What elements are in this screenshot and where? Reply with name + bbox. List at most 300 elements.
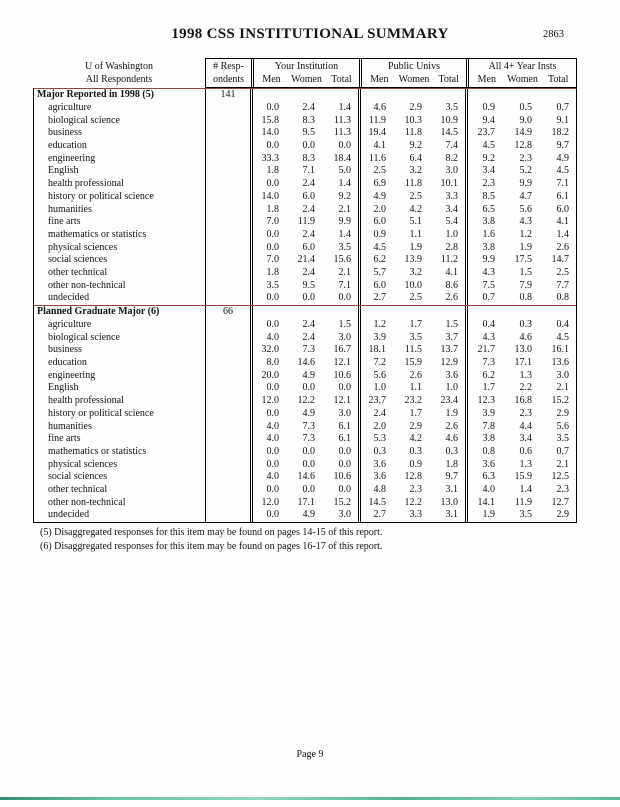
respondents-cell: [205, 433, 250, 446]
table-row: [34, 280, 576, 293]
value-cell: 3.6: [358, 471, 393, 484]
value-cell: 0.0: [250, 292, 286, 305]
value-cell: 2.4: [302, 178, 315, 190]
value-cell: 11.6: [358, 153, 393, 166]
value-cell: 1.5: [519, 266, 532, 278]
respondents-cell: [205, 178, 250, 191]
population-label: All Respondents: [85, 74, 153, 85]
value-cell: 4.7: [519, 190, 532, 202]
section-title: Planned Graduate Major (6): [37, 306, 160, 317]
respondents-cell: [205, 395, 250, 408]
value-cell: 3.5: [445, 102, 458, 113]
value-cell: 2.0: [358, 204, 393, 217]
value-cell: 11.5: [404, 344, 422, 356]
empty-cell: [539, 89, 576, 102]
subheader-women: Women: [507, 74, 538, 85]
row-label: mathematics or statistics: [48, 228, 147, 240]
value-cell: 4.0: [250, 332, 286, 345]
value-cell: 5.4: [445, 216, 458, 228]
value-cell: 10.9: [440, 114, 458, 126]
table-row: [34, 357, 576, 370]
table-row: [34, 178, 576, 191]
value-cell: 10.1: [440, 178, 458, 190]
row-label: humanities: [48, 203, 92, 215]
value-cell: 2.6: [409, 369, 422, 381]
value-cell: 1.5: [445, 319, 458, 330]
respondents-cell: [205, 408, 250, 421]
value-cell: 0.3: [519, 319, 532, 330]
respondents-cell: [205, 370, 250, 383]
value-cell: 14.6: [297, 357, 315, 369]
value-cell: 2.9: [556, 407, 569, 419]
empty-cell: [429, 89, 465, 102]
subheader-total: Total: [547, 74, 569, 85]
group-label: All 4+ Year Insts: [488, 61, 557, 72]
value-cell: 2.3: [409, 483, 422, 495]
value-cell: 23.2: [404, 395, 422, 407]
value-cell: 7.0: [250, 216, 286, 229]
row-label: health professional: [48, 395, 124, 407]
table-row: [34, 127, 576, 140]
value-cell: 9.9: [338, 216, 351, 228]
empty-cell: [465, 306, 502, 319]
value-cell: 6.0: [302, 241, 315, 253]
value-cell: 6.2: [358, 254, 393, 267]
value-cell: 32.0: [250, 344, 286, 357]
institution-name: U of Washington: [85, 61, 153, 72]
section-title: Major Reported in 1998 (5): [37, 89, 155, 100]
page-number: Page 9: [296, 749, 324, 760]
value-cell: 12.1: [333, 357, 351, 369]
table-row: [34, 344, 576, 357]
respondents-cell: [205, 102, 250, 115]
value-cell: 4.9: [358, 191, 393, 204]
table-row: [34, 191, 576, 204]
value-cell: 4.5: [556, 331, 569, 343]
value-cell: 0.3: [445, 445, 458, 457]
value-cell: 7.2: [358, 357, 393, 370]
subheader-men: Men: [477, 74, 496, 85]
value-cell: 0.0: [302, 445, 315, 457]
value-cell: 12.2: [297, 395, 315, 407]
value-cell: 2.2: [519, 382, 532, 394]
empty-cell: [322, 89, 358, 102]
value-cell: 0.8: [465, 446, 502, 459]
value-cell: 13.7: [440, 344, 458, 356]
respondents-cell: [205, 459, 250, 472]
value-cell: 0.3: [409, 445, 422, 457]
value-cell: 7.0: [250, 254, 286, 267]
value-cell: 2.4: [302, 266, 315, 278]
value-cell: 0.0: [338, 140, 351, 152]
value-cell: 3.5: [250, 280, 286, 293]
value-cell: 7.1: [338, 279, 351, 291]
value-cell: 12.5: [551, 471, 569, 483]
value-cell: 0.0: [250, 382, 286, 395]
respondents-column-header: [206, 59, 251, 87]
table-row: [34, 433, 576, 446]
value-cell: 0.0: [250, 140, 286, 153]
value-cell: 1.4: [338, 102, 351, 113]
value-cell: 0.7: [465, 292, 502, 305]
value-cell: 1.4: [556, 228, 569, 240]
value-cell: 2.5: [409, 292, 422, 304]
row-label: history or political science: [48, 190, 154, 202]
value-cell: 3.1: [445, 483, 458, 495]
value-cell: 12.9: [440, 357, 458, 369]
table-row: [34, 459, 576, 472]
respondents-cell: [205, 153, 250, 166]
value-cell: 14.6: [297, 471, 315, 483]
value-cell: 2.6: [445, 292, 458, 304]
value-cell: 2.1: [338, 203, 351, 215]
value-cell: 0.5: [519, 102, 532, 113]
table-row: [34, 408, 576, 421]
empty-cell: [502, 89, 539, 102]
table-row: [34, 115, 576, 128]
subheader-men: Men: [262, 74, 281, 85]
empty-cell: [393, 306, 429, 319]
value-cell: 2.0: [358, 421, 393, 434]
value-cell: 17.5: [514, 254, 532, 266]
value-cell: 9.2: [409, 140, 422, 152]
value-cell: 4.2: [409, 433, 422, 445]
subheader-men: Men: [370, 74, 389, 85]
value-cell: 2.1: [556, 458, 569, 470]
value-cell: 5.1: [409, 216, 422, 228]
respondents-cell: [205, 254, 250, 267]
table-row: [34, 216, 576, 229]
row-label: mathematics or statistics: [48, 445, 147, 457]
value-cell: 9.1: [556, 114, 569, 126]
value-cell: 7.7: [556, 279, 569, 291]
value-cell: 0.0: [250, 319, 286, 332]
value-cell: 3.2: [409, 165, 422, 177]
value-cell: 11.9: [297, 216, 315, 228]
value-cell: 11.8: [404, 127, 422, 139]
row-label: English: [48, 165, 79, 177]
value-cell: 1.9: [409, 241, 422, 253]
respondents-cell: [205, 471, 250, 484]
value-cell: 1.9: [465, 509, 502, 522]
value-cell: 5.6: [358, 370, 393, 383]
value-cell: 3.5: [338, 241, 351, 253]
value-cell: 4.9: [302, 369, 315, 381]
value-cell: 11.9: [514, 496, 532, 508]
value-cell: 11.3: [333, 127, 351, 139]
table-row: [34, 267, 576, 280]
empty-cell: [358, 306, 393, 319]
value-cell: 6.0: [302, 190, 315, 202]
value-cell: 1.0: [445, 228, 458, 240]
value-cell: 0.0: [338, 445, 351, 457]
value-cell: 9.9: [519, 178, 532, 190]
value-cell: 0.7: [556, 102, 569, 113]
resp-header-line1: # Resp-: [213, 61, 244, 72]
value-cell: 15.9: [514, 471, 532, 483]
respondents-cell: [205, 229, 250, 242]
value-cell: 0.0: [302, 382, 315, 394]
row-label: other non-technical: [48, 279, 126, 291]
empty-cell: [286, 306, 322, 319]
bottom-teal-rule: [0, 797, 620, 800]
value-cell: 1.8: [250, 165, 286, 178]
value-cell: 1.9: [519, 241, 532, 253]
value-cell: 1.0: [358, 382, 393, 395]
value-cell: 7.3: [302, 420, 315, 432]
value-cell: 6.4: [409, 152, 422, 164]
value-cell: 13.6: [551, 357, 569, 369]
value-cell: 10.0: [404, 279, 422, 291]
value-cell: 0.0: [302, 483, 315, 495]
value-cell: 4.0: [250, 433, 286, 446]
group-subheaders: [469, 73, 576, 86]
value-cell: 0.0: [250, 102, 286, 115]
value-cell: 18.2: [551, 127, 569, 139]
value-cell: 12.8: [404, 471, 422, 483]
value-cell: 2.4: [302, 319, 315, 330]
value-cell: 2.5: [358, 165, 393, 178]
value-cell: 1.3: [519, 369, 532, 381]
value-cell: 14.5: [358, 497, 393, 510]
value-cell: 19.4: [358, 127, 393, 140]
value-cell: 1.1: [409, 382, 422, 394]
subheader-women: Women: [398, 74, 430, 85]
value-cell: 9.5: [302, 279, 315, 291]
group-label: Public Univs: [388, 61, 440, 72]
value-cell: 2.9: [556, 509, 569, 521]
value-cell: 5.7: [358, 267, 393, 280]
value-cell: 7.5: [465, 280, 502, 293]
value-cell: 15.2: [551, 395, 569, 407]
value-cell: 4.2: [409, 203, 422, 215]
value-cell: 2.5: [556, 266, 569, 278]
value-cell: 1.1: [409, 228, 422, 240]
row-label: physical sciences: [48, 241, 118, 253]
value-cell: 9.0: [519, 114, 532, 126]
value-cell: 17.1: [297, 496, 315, 508]
value-cell: 1.3: [519, 458, 532, 470]
empty-cell: [539, 306, 576, 319]
value-cell: 9.4: [465, 115, 502, 128]
column-headers: [205, 58, 577, 88]
value-cell: 14.1: [465, 497, 502, 510]
table-row: [34, 395, 576, 408]
value-cell: 14.0: [250, 127, 286, 140]
value-cell: 2.1: [556, 382, 569, 394]
value-cell: 9.7: [445, 471, 458, 483]
report-code: 2863: [543, 29, 564, 40]
value-cell: 1.8: [445, 458, 458, 470]
respondents-cell: [205, 332, 250, 345]
value-cell: 11.9: [358, 115, 393, 128]
respondents-cell: [205, 319, 250, 332]
value-cell: 6.0: [358, 216, 393, 229]
value-cell: 4.8: [358, 484, 393, 497]
value-cell: 7.1: [302, 165, 315, 177]
table-row: [34, 484, 576, 497]
value-cell: 6.3: [465, 471, 502, 484]
value-cell: 4.3: [465, 332, 502, 345]
value-cell: 0.7: [556, 445, 569, 457]
respondents-cell: [205, 446, 250, 459]
value-cell: 3.3: [445, 190, 458, 202]
respondents-cell: [205, 484, 250, 497]
value-cell: 13.0: [440, 496, 458, 508]
value-cell: 2.4: [302, 203, 315, 215]
value-cell: 2.3: [519, 407, 532, 419]
value-cell: 13.0: [514, 344, 532, 356]
value-cell: 0.0: [250, 509, 286, 522]
value-cell: 1.2: [358, 319, 393, 332]
value-cell: 16.7: [333, 344, 351, 356]
respondents-cell: [205, 127, 250, 140]
value-cell: 1.4: [338, 178, 351, 190]
value-cell: 2.4: [302, 102, 315, 113]
table-row: [34, 140, 576, 153]
value-cell: 20.0: [250, 370, 286, 383]
respondents-cell: [205, 191, 250, 204]
value-cell: 2.9: [409, 102, 422, 113]
value-cell: 12.7: [551, 496, 569, 508]
footnotes: [40, 526, 382, 553]
value-cell: 4.0: [465, 484, 502, 497]
value-cell: 9.2: [338, 190, 351, 202]
value-cell: 7.3: [302, 344, 315, 356]
respondents-cell: [205, 344, 250, 357]
value-cell: 8.0: [250, 357, 286, 370]
respondents-cell: [205, 357, 250, 370]
value-cell: 2.7: [358, 509, 393, 522]
row-label: engineering: [48, 369, 96, 381]
row-label: English: [48, 382, 79, 394]
value-cell: 9.9: [465, 254, 502, 267]
value-cell: 0.4: [556, 319, 569, 330]
respondents-cell: [205, 267, 250, 280]
row-label: humanities: [48, 420, 92, 432]
value-cell: 6.9: [358, 178, 393, 191]
value-cell: 0.0: [338, 458, 351, 470]
respondents-cell: [205, 292, 250, 305]
value-cell: 1.2: [519, 228, 532, 240]
group-header-public-univs: [359, 59, 466, 87]
value-cell: 14.9: [514, 127, 532, 139]
respondents-cell: [205, 509, 250, 522]
value-cell: 4.1: [556, 216, 569, 228]
value-cell: 4.6: [519, 331, 532, 343]
value-cell: 1.7: [465, 382, 502, 395]
row-label: agriculture: [48, 319, 92, 330]
value-cell: 3.0: [338, 407, 351, 419]
value-cell: 2.3: [519, 152, 532, 164]
value-cell: 0.0: [250, 408, 286, 421]
value-cell: 1.8: [250, 204, 286, 217]
value-cell: 5.0: [338, 165, 351, 177]
value-cell: 2.9: [409, 420, 422, 432]
value-cell: 10.6: [333, 471, 351, 483]
group-header-your-institution: [251, 59, 359, 87]
value-cell: 1.4: [338, 228, 351, 240]
respondents-count: 66: [205, 306, 250, 319]
value-cell: 7.3: [465, 357, 502, 370]
institution-header: [33, 60, 205, 86]
value-cell: 1.8: [250, 267, 286, 280]
value-cell: 3.0: [338, 331, 351, 343]
value-cell: 0.9: [409, 458, 422, 470]
report-title: 1998 CSS INSTITUTIONAL SUMMARY: [171, 26, 449, 42]
row-label: social sciences: [48, 254, 108, 266]
value-cell: 3.5: [519, 509, 532, 521]
value-cell: 7.8: [465, 421, 502, 434]
table-row: [34, 292, 576, 305]
value-cell: 0.8: [556, 292, 569, 304]
value-cell: 3.4: [445, 203, 458, 215]
value-cell: 14.7: [551, 254, 569, 266]
value-cell: 6.1: [338, 420, 351, 432]
value-cell: 3.8: [465, 242, 502, 255]
value-cell: 6.1: [338, 433, 351, 445]
row-label: education: [48, 140, 87, 152]
value-cell: 15.2: [333, 496, 351, 508]
row-label: undecided: [48, 509, 90, 521]
row-label: other technical: [48, 483, 108, 495]
row-label: engineering: [48, 152, 96, 164]
subheader-women: Women: [291, 74, 322, 85]
table-row: [34, 421, 576, 434]
value-cell: 0.8: [519, 292, 532, 304]
row-label: undecided: [48, 292, 90, 304]
empty-cell: [429, 306, 465, 319]
table-row: [34, 254, 576, 267]
value-cell: 8.6: [445, 279, 458, 291]
value-cell: 9.7: [556, 140, 569, 152]
respondents-cell: [205, 497, 250, 510]
value-cell: 7.1: [556, 178, 569, 190]
row-label: physical sciences: [48, 458, 118, 470]
value-cell: 13.9: [404, 254, 422, 266]
empty-cell: [393, 89, 429, 102]
value-cell: 3.0: [338, 509, 351, 521]
value-cell: 3.5: [556, 433, 569, 445]
respondents-cell: [205, 242, 250, 255]
row-label: biological science: [48, 331, 120, 343]
subheader-total: Total: [331, 74, 352, 85]
value-cell: 7.3: [302, 433, 315, 445]
respondents-cell: [205, 115, 250, 128]
value-cell: 4.6: [445, 433, 458, 445]
value-cell: 33.3: [250, 153, 286, 166]
value-cell: 23.7: [465, 127, 502, 140]
value-cell: 3.0: [556, 369, 569, 381]
value-cell: 10.6: [333, 369, 351, 381]
value-cell: 0.0: [250, 446, 286, 459]
value-cell: 4.9: [302, 509, 315, 521]
table-row: [34, 471, 576, 484]
table-row: [34, 332, 576, 345]
value-cell: 2.4: [302, 228, 315, 240]
value-cell: 4.6: [358, 102, 393, 115]
table-row: [34, 446, 576, 459]
value-cell: 11.2: [440, 254, 458, 266]
row-label: biological science: [48, 114, 120, 126]
value-cell: 0.4: [465, 319, 502, 332]
value-cell: 0.0: [250, 242, 286, 255]
value-cell: 1.7: [409, 407, 422, 419]
value-cell: 3.4: [519, 433, 532, 445]
value-cell: 3.9: [465, 408, 502, 421]
value-cell: 16.8: [514, 395, 532, 407]
value-cell: 12.3: [465, 395, 502, 408]
